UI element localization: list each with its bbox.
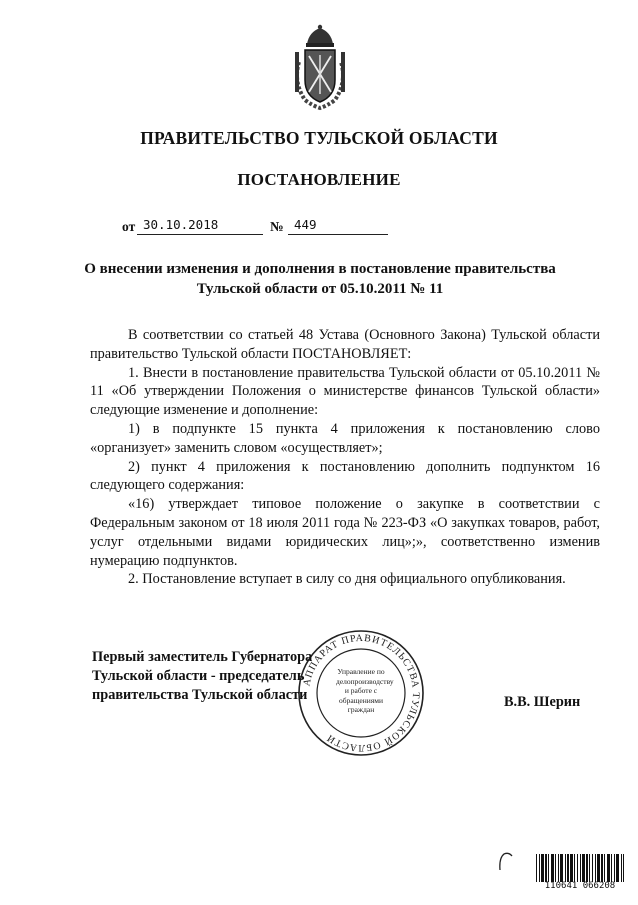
body-paragraph: «16) утверждает типовое положение о закупке в соответствии с Федеральным законом от 18 июля 2011 года № 223-ФЗ «О закупках товаров, работ, услуг отдельными видами юридических лиц»;», соответственно изменив нумерацию подпунктов. — [90, 496, 600, 569]
body-paragraph: 2. Постановление вступает в силу со дня официального опубликования. — [128, 571, 566, 588]
barcode-bar — [558, 854, 559, 882]
barcode-bar — [536, 854, 537, 882]
barcode-bar — [539, 854, 540, 882]
document-type: ПОСТАНОВЛЕНИЕ — [237, 170, 401, 189]
barcode-bar — [541, 854, 544, 882]
tula-region-coat-of-arms-icon — [285, 22, 355, 112]
barcode-bar — [560, 854, 563, 882]
stamp-inner-text: Управление по делопроизводству и работе с обращениями граждан — [336, 667, 394, 714]
barcode-bar — [592, 854, 593, 882]
signature-position — [92, 648, 332, 705]
body-paragraph: 1) в подпункте 15 пункта 4 приложения к постановлению слово «организует» заменить словом «осуществляет»; — [90, 420, 600, 456]
barcode-bar — [611, 854, 612, 882]
date-label: от — [122, 219, 136, 234]
barcode-bar — [614, 854, 615, 882]
stamp-ring-text: АППАРАТ ПРАВИТЕЛЬСТВА ТУЛЬСКОЙ ОБЛАСТИ — [301, 632, 422, 754]
body-paragraph: 1. Внести в постановление правительства Тульской области от 05.10.2011 № 11 «Об утверждении Положения о министерстве финансов Тульской области» следующие изменение и дополнение: — [90, 364, 600, 419]
barcode-bar — [597, 854, 600, 882]
signature-position-line: правительства Тульской области — [92, 687, 308, 703]
barcode-bar — [621, 854, 622, 882]
subject-line: Тульской области от 05.10.2011 № 11 — [196, 281, 444, 297]
barcode-bar — [570, 854, 573, 882]
barcode-bar — [567, 854, 569, 882]
document-body — [90, 326, 600, 589]
document-number: 449 — [288, 217, 388, 235]
body-paragraph: 2) пункт 4 приложения к постановлению дополнить подпунктом 16 следующего содержания: — [90, 458, 600, 494]
barcode-bar — [582, 854, 585, 882]
document-date: 30.10.2018 — [137, 217, 263, 235]
handwritten-mark-icon — [494, 850, 518, 872]
barcode-bar — [565, 854, 566, 882]
barcode-bar — [551, 854, 554, 882]
barcode-bar — [577, 854, 578, 882]
barcode-bar — [545, 854, 547, 882]
barcode-bar — [574, 854, 575, 882]
barcode-bar — [623, 854, 624, 882]
barcode-bar — [595, 854, 596, 882]
barcode-bar — [604, 854, 605, 882]
signer-name: В.В. Шерин — [504, 694, 581, 710]
signature-position-line: Тульской области - председатель — [92, 668, 305, 684]
barcode-bar — [586, 854, 588, 882]
barcode-bar — [589, 854, 590, 882]
government-title: ПРАВИТЕЛЬСТВО ТУЛЬСКОЙ ОБЛАСТИ — [140, 128, 498, 148]
barcode-bar — [616, 854, 619, 882]
barcode-bar — [580, 854, 581, 882]
subject-line: О внесении изменения и дополнения в постановление правительства — [84, 261, 556, 277]
barcode-bar — [548, 854, 549, 882]
barcode-bar — [607, 854, 610, 882]
barcode-number: 110641 066208 — [544, 881, 616, 891]
signature-position-line: Первый заместитель Губернатора — [92, 649, 313, 665]
barcode-icon — [536, 854, 624, 882]
number-label: № — [270, 219, 284, 234]
body-paragraph: В соответствии со статьей 48 Устава (Основного Закона) Тульской области правительство Тульской области ПОСТАНОВЛЯЕТ: — [90, 327, 600, 362]
document-number-line — [122, 217, 392, 237]
document-subject — [60, 259, 580, 299]
barcode-bar — [555, 854, 556, 882]
barcode-bar — [601, 854, 603, 882]
